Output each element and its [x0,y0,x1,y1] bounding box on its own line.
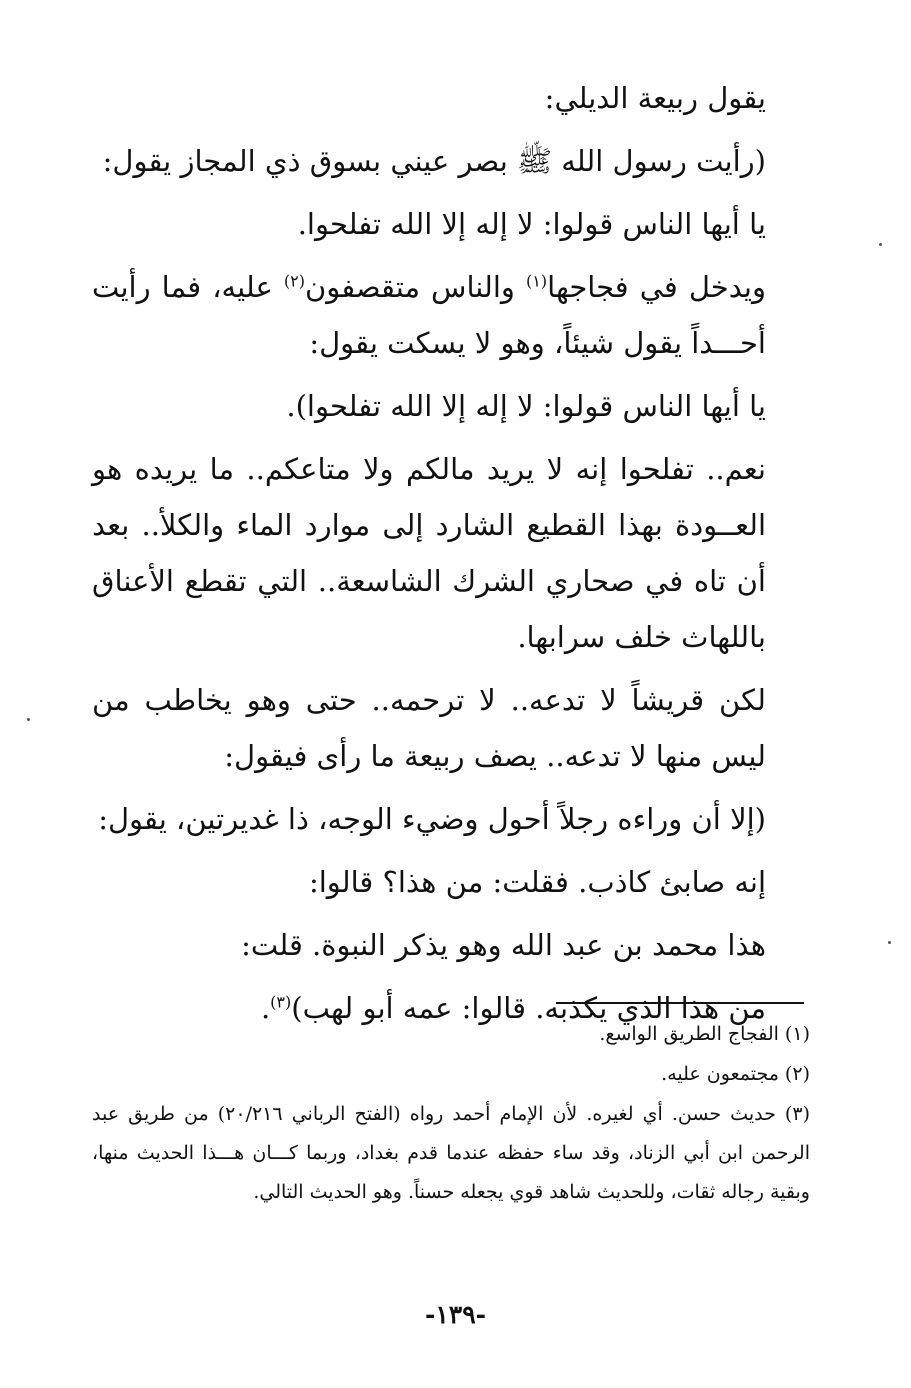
footnote-divider [556,1002,804,1004]
scan-speck [888,941,891,944]
paragraph-2: (رأيت رسول الله ﷺ بصر عيني بسوق ذي المجاز يقول: [102,144,766,178]
scan-speck [27,718,30,721]
paragraph-9: إنه صابئ كاذب. فقلت: من هذا؟ قالوا: [308,865,766,899]
paragraph-11-end: . [260,991,271,1025]
paragraph-8: (إلا أن وراءه رجلاً أحول وضيء الوجه، ذا غديرتين، يقول: [98,802,766,836]
main-text [92,70,810,1043]
footnote-ref-1: (١) [526,271,548,291]
footnote-1: (١) الفجاج الطريق الواسع. [599,1023,810,1045]
paragraph-6: نعم.. تفلحوا إنه لا يريد مالكم ولا متاعكم.. ما يريده هو العــودة بهذا القطيع الشارد إلى موارد الماء والكلأ.. بعد أن تاه في صحاري الشرك الشاسعة.. التي تقطع الأعناق باللهاث خلف سرابها. [92,452,766,654]
footnotes [92,1015,810,1213]
paragraph-5: يا أيها الناس قولوا: لا إله إلا الله تفلحوا). [286,389,766,423]
paragraph-10: هذا محمد بن عبد الله وهو يذكر النبوة. قلت: [241,928,766,962]
paragraph-1: يقول ربيعة الديلي: [544,81,766,115]
footnote-ref-3: (٣) [270,992,292,1012]
page-number: -١٣٩- [424,1300,487,1329]
paragraph-4-part-b: والناس متقصفون [304,270,527,304]
footnote-ref-2: (٢) [283,271,305,291]
paragraph-11-text: من هذا الذي يكذبه. قالوا: عمه أبو لهب) [291,991,766,1025]
paragraph-4 [92,259,810,371]
footnote-2: (٢) مجتمعون عليه. [661,1063,810,1085]
paragraph-4-part-c: عليه، فما رأيت أحـــداً يقول شيئاً، وهو لا يسكت يقول: [92,270,766,360]
paragraph-4-part-a: ويدخل في فجاجها [547,270,767,304]
scan-speck [879,243,882,246]
paragraph-7: لكن قريشاً لا تدعه.. لا ترحمه.. حتى وهو يخاطب من ليس منها لا تدعه.. يصف ربيعة ما رأى فيقول: [92,683,766,773]
footnote-3: (٣) حديث حسن. أي لغيره. لأن الإمام أحمد رواه (الفتح الرباني ٢٠/٢١٦) من طريق عبد الرحمن ابن أبي الزناد، وقد ساء حفظه عندما قدم بغداد، وربما كـــان هـــذا الحديث منها، وبقية رجاله ثقات، وللحديث شاهد قوي يجعله حسناً. وهو الحديث التالي. [92,1103,810,1203]
paragraph-3: يا أيها الناس قولوا: لا إله إلا الله تفلحوا. [297,207,766,241]
